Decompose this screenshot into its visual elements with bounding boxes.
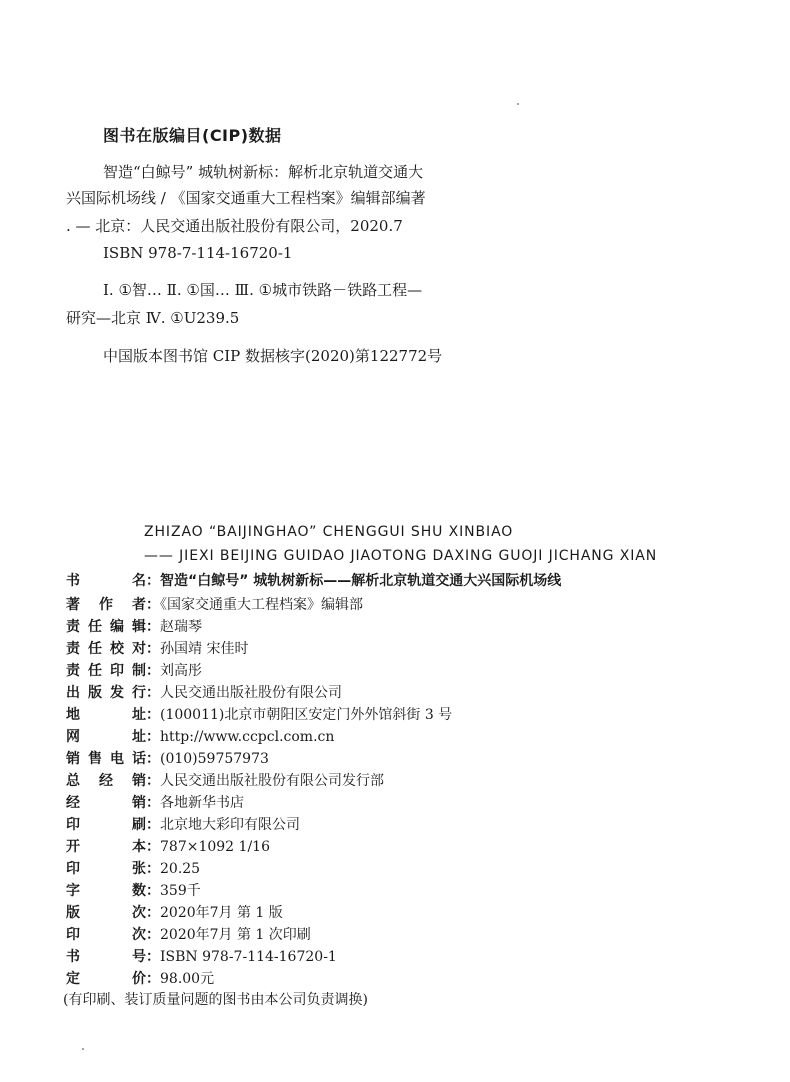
info-value: 赵瑞琴 <box>160 619 202 635</box>
cip-title: 图书在版编目(CIP)数据 <box>103 126 282 145</box>
info-label: 印张 <box>66 861 146 877</box>
info-value: 2020年7月 第 1 次印刷 <box>160 927 311 943</box>
info-value: 787×1092 1/16 <box>160 839 270 855</box>
info-label: 书号 <box>66 949 146 965</box>
info-row-word-count: 字数：359千 <box>66 883 201 899</box>
info-value: http://www.ccpcl.com.cn <box>160 729 335 745</box>
info-row-printer: 印刷：北京地大彩印有限公司 <box>66 817 300 833</box>
info-value: 北京地大彩印有限公司 <box>160 817 300 833</box>
cip-class-line: Ⅰ. ①智… Ⅱ. ①国… Ⅲ. ①城市铁路－铁路工程— <box>103 281 423 299</box>
info-value: 359千 <box>160 883 201 899</box>
info-row-format: 开本：787×1092 1/16 <box>66 839 270 855</box>
info-label: 经销 <box>66 795 146 811</box>
info-label: 责任校对 <box>66 641 146 657</box>
info-label: 地址 <box>66 707 146 723</box>
info-value: (010)59757973 <box>160 751 269 767</box>
info-value: ISBN 978-7-114-16720-1 <box>160 949 337 965</box>
info-row-editor: 责任编辑：赵瑞琴 <box>66 619 202 635</box>
info-value: 98.00元 <box>160 971 215 987</box>
cip-core-number: 中国版本图书馆 CIP 数据核字(2020)第122772号 <box>103 347 443 365</box>
info-value: 孙国靖 宋佳时 <box>160 641 249 657</box>
cip-class-line: 研究—北京 Ⅳ. ①U239.5 <box>66 309 240 327</box>
english-title-line1: ZHIZAO “BAIJINGHAO” CHENGGUI SHU XINBIAO <box>144 524 514 540</box>
info-value: 智造“白鲸号” 城轨树新标——解析北京轨道交通大兴国际机场线 <box>160 573 562 589</box>
info-value: 《国家交通重大工程档案》编辑部 <box>160 597 363 613</box>
info-label: 销售电话 <box>66 751 146 767</box>
info-label: 字数 <box>66 883 146 899</box>
cip-line: 兴国际机场线 / 《国家交通重大工程档案》编辑部编著 <box>66 189 426 207</box>
cip-line: ISBN 978-7-114-16720-1 <box>103 244 293 262</box>
cip-line: . — 北京：人民交通出版社股份有限公司，2020.7 <box>66 217 403 235</box>
info-label: 出版发行 <box>66 685 146 701</box>
info-row-print-manager: 责任印制：刘高彤 <box>66 663 202 679</box>
info-label: 印次 <box>66 927 146 943</box>
info-value: 刘高彤 <box>160 663 202 679</box>
info-row-sheets: 印张：20.25 <box>66 861 201 877</box>
info-value: 20.25 <box>160 861 201 877</box>
info-row-publisher: 出版发行：人民交通出版社股份有限公司 <box>66 685 342 701</box>
info-label: 责任编辑 <box>66 619 146 635</box>
cip-line: 智造“白鲸号” 城轨树新标：解析北京轨道交通大 <box>103 163 424 181</box>
info-row-price: 定价：98.00元 <box>66 971 215 987</box>
english-title-line2: —— JIEXI BEIJING GUIDAO JIAOTONG DAXING GUOJI JICHANG XIAN <box>144 548 658 564</box>
info-row-address: 地址：(100011)北京市朝阳区安定门外外馆斜街 3 号 <box>66 707 453 723</box>
info-label: 总经销 <box>66 773 146 789</box>
info-label: 印刷 <box>66 817 146 833</box>
scan-speck <box>82 1048 84 1050</box>
info-label: 开本 <box>66 839 146 855</box>
quality-note: (有印刷、装订质量问题的图书由本公司负责调换) <box>63 992 368 1008</box>
info-label: 网址 <box>66 729 146 745</box>
info-row-impression: 印次：2020年7月 第 1 次印刷 <box>66 927 311 943</box>
info-row-seller: 经销：各地新华书店 <box>66 795 244 811</box>
info-label: 著作者 <box>66 597 146 613</box>
info-row-author: 著作者：《国家交通重大工程档案》编辑部 <box>66 597 363 613</box>
info-value: (100011)北京市朝阳区安定门外外馆斜街 3 号 <box>160 707 453 723</box>
info-value: 人民交通出版社股份有限公司发行部 <box>160 773 384 789</box>
info-row-title: 书名：智造“白鲸号” 城轨树新标——解析北京轨道交通大兴国际机场线 <box>66 573 562 589</box>
scan-speck <box>517 103 519 105</box>
info-value: 人民交通出版社股份有限公司 <box>160 685 342 701</box>
info-value: 2020年7月 第 1 版 <box>160 905 283 921</box>
info-row-edition: 版次：2020年7月 第 1 版 <box>66 905 283 921</box>
info-row-proofreader: 责任校对：孙国靖 宋佳时 <box>66 641 249 657</box>
info-row-distributor: 总经销：人民交通出版社股份有限公司发行部 <box>66 773 384 789</box>
info-row-website: 网址：http://www.ccpcl.com.cn <box>66 729 335 745</box>
info-label: 版次 <box>66 905 146 921</box>
info-row-sales-phone: 销售电话：(010)59757973 <box>66 751 269 767</box>
info-label: 定价 <box>66 971 146 987</box>
info-row-isbn: 书号：ISBN 978-7-114-16720-1 <box>66 949 337 965</box>
info-label: 书名 <box>66 573 146 589</box>
info-label: 责任印制 <box>66 663 146 679</box>
info-value: 各地新华书店 <box>160 795 244 811</box>
